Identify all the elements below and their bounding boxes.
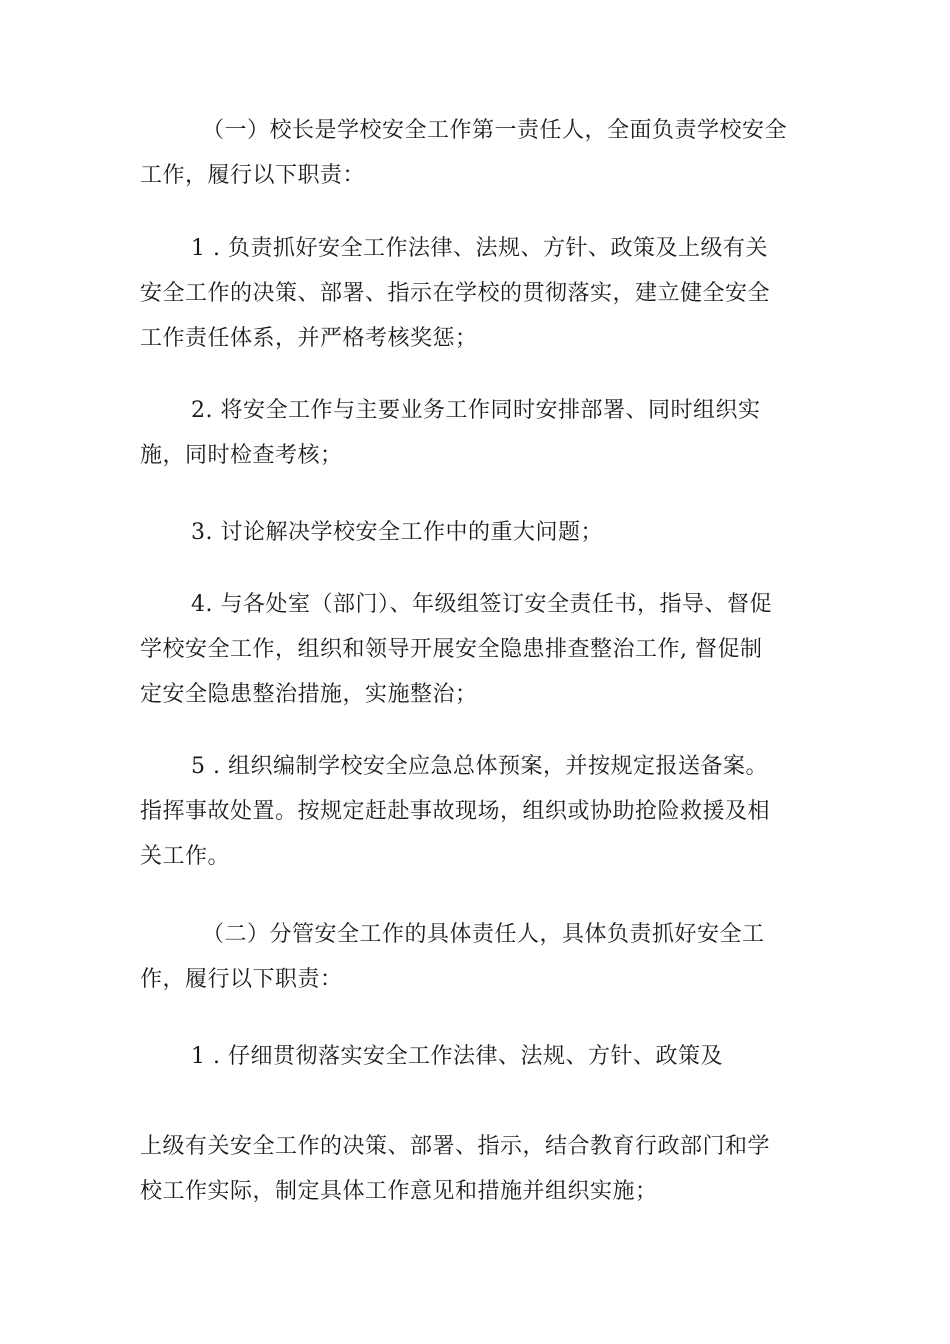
text-line: 安全工作的决策、部署、指示在学校的贯彻落实，建立健全安全: [140, 281, 771, 306]
text-line: 定安全隐患整治措施，实施整治；: [140, 682, 478, 707]
text-line: 上级有关安全工作的决策、部署、指示，结合教育行政部门和学: [140, 1134, 771, 1159]
text-line: 5 . 组织编制学校安全应急总体预案，并按规定报送备案。: [191, 754, 768, 779]
text-line: 3. 讨论解决学校安全工作中的重大问题；: [191, 520, 603, 545]
text-line: 工作责任体系，并严格考核奖惩；: [140, 326, 478, 351]
text-line: 1 . 负责抓好安全工作法律、法规、方针、政策及上级有关: [191, 236, 768, 261]
text-line: 关工作。: [140, 844, 231, 869]
text-line: （二）分管安全工作的具体责任人，具体负责抓好安全工: [202, 922, 765, 947]
text-line: 指挥事故处置。按规定赶赴事故现场，组织或协助抢险救援及相: [140, 799, 771, 824]
section-2-heading: [140, 912, 815, 1002]
list-item: [140, 510, 815, 555]
list-item-continuation: [140, 1124, 815, 1214]
list-item: [140, 388, 815, 478]
text-line: 2. 将安全工作与主要业务工作同时安排部署、同时组织实: [191, 398, 761, 423]
text-line: （一）校长是学校安全工作第一责任人，全面负责学校安全: [202, 118, 788, 143]
list-item: [140, 226, 815, 361]
list-item: [140, 1034, 815, 1079]
list-item: [140, 744, 815, 879]
list-item: [140, 582, 815, 717]
text-line: 施，同时检查考核；: [140, 443, 343, 468]
text-line: 学校安全工作，组织和领导开展安全隐患排查整治工作, 督促制: [140, 637, 763, 662]
text-line: 1 . 仔细贯彻落实安全工作法律、法规、方针、政策及: [191, 1044, 723, 1069]
section-1-heading: [140, 108, 815, 198]
text-line: 4. 与各处室（部门）、年级组签订安全责任书，指导、督促: [191, 592, 772, 617]
text-line: 作，履行以下职责：: [140, 967, 343, 992]
text-line: 工作，履行以下职责：: [140, 163, 366, 188]
text-line: 校工作实际，制定具体工作意见和措施并组织实施；: [140, 1179, 658, 1204]
